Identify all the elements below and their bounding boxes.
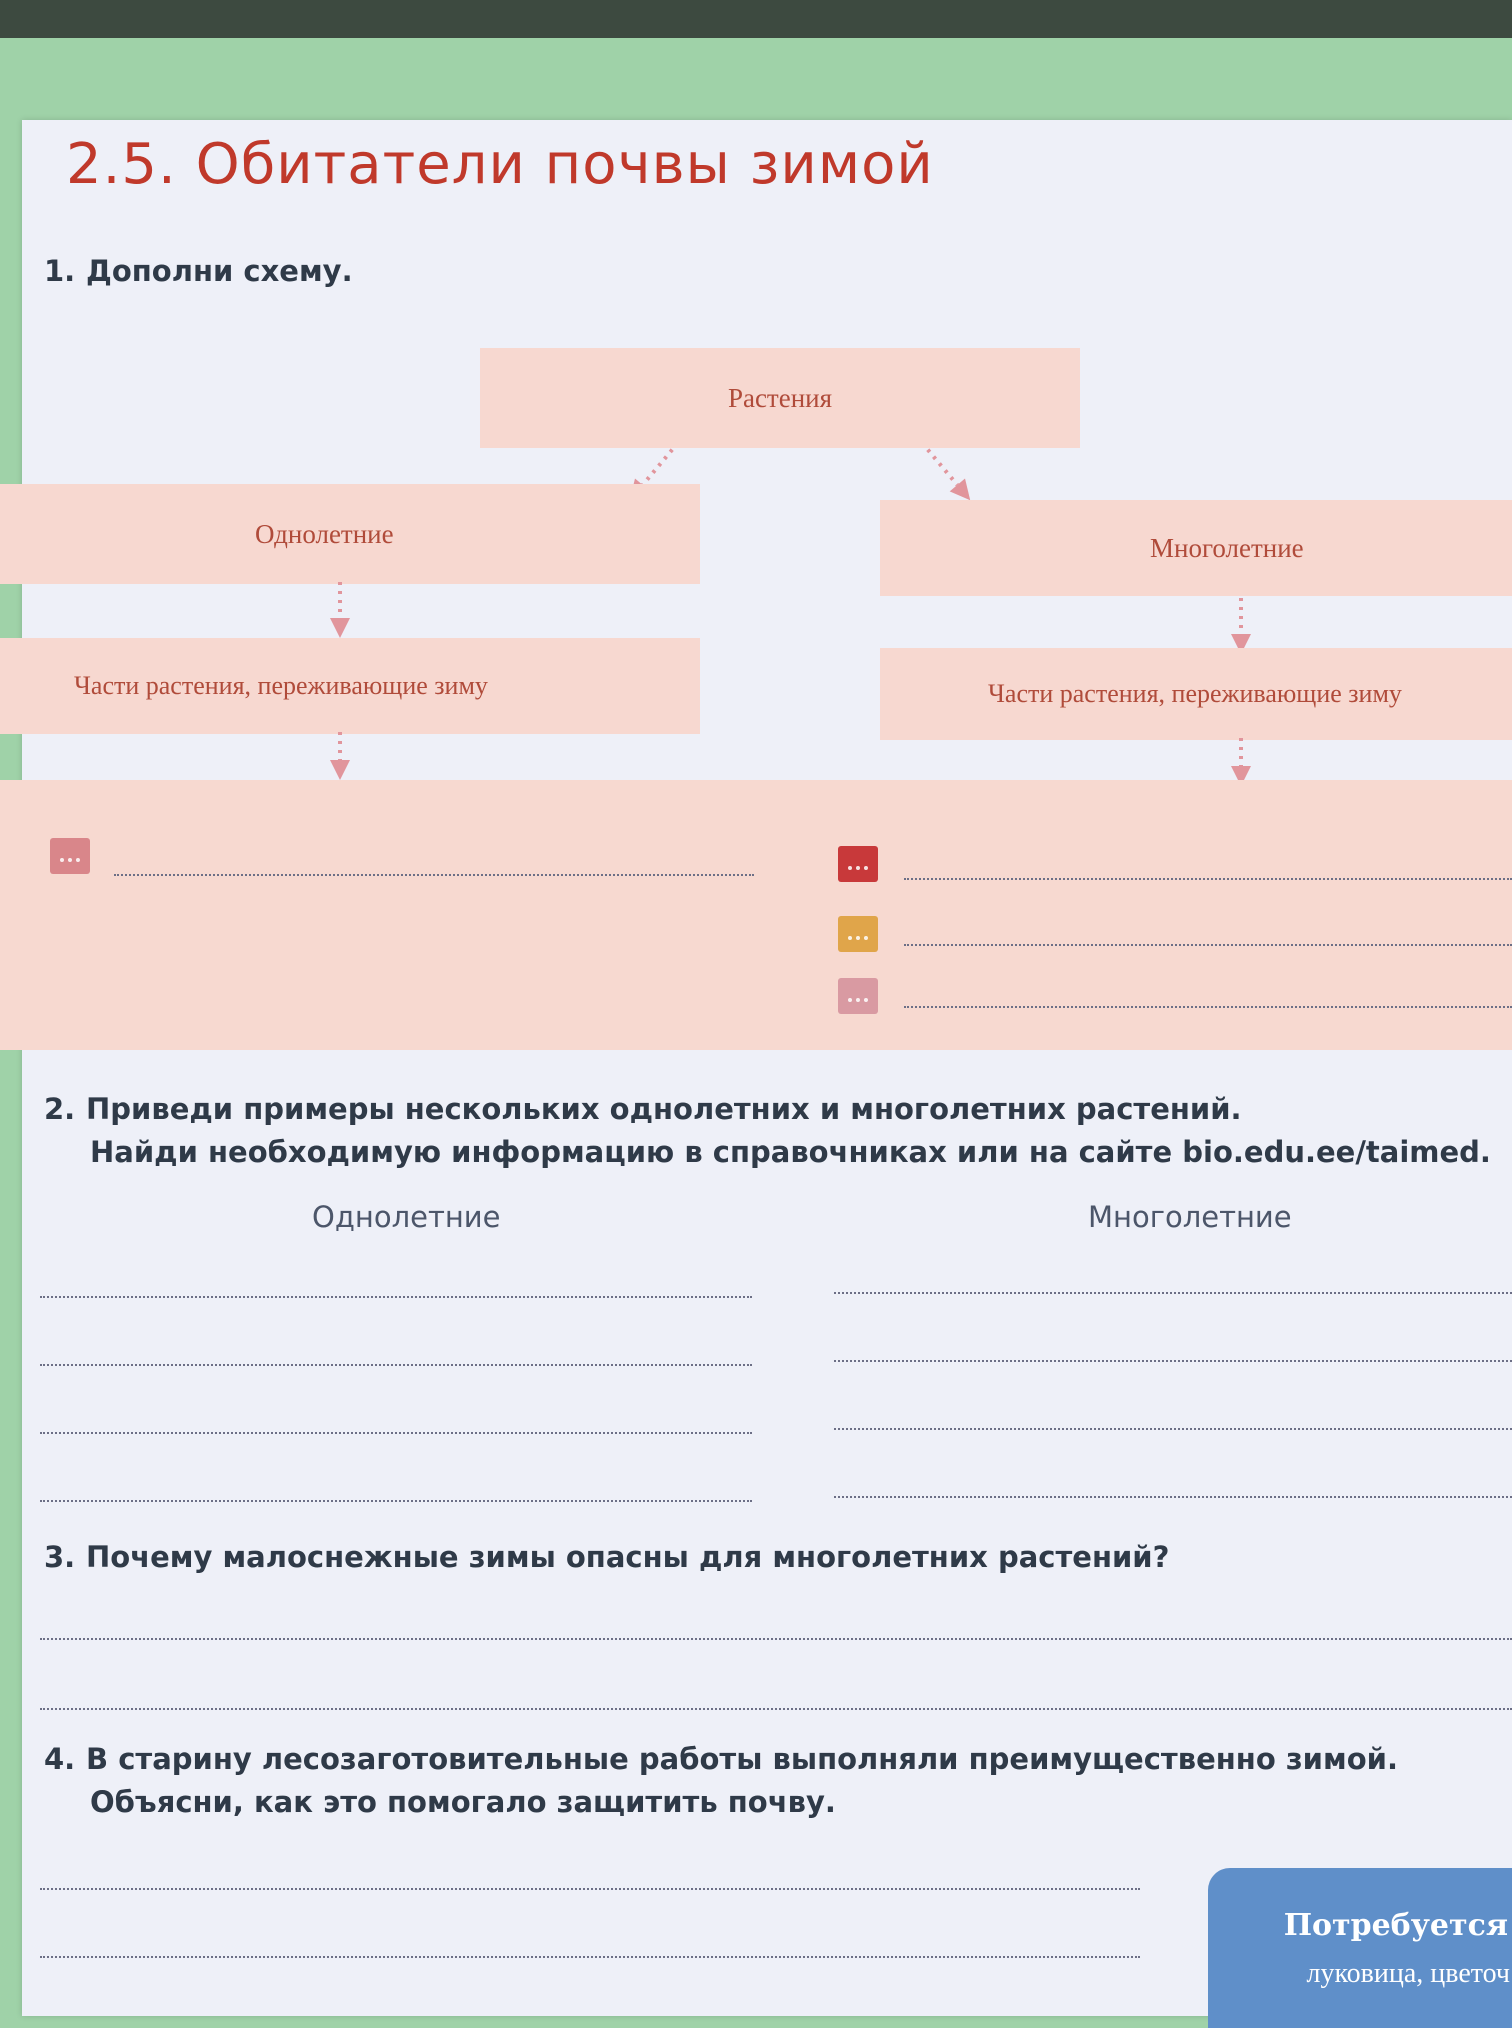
task-4 [44,1738,1398,1824]
annual-box [0,484,700,584]
perennial-parts-box [880,648,1512,740]
annual-example-line-1[interactable] [40,1296,752,1298]
annual-label: Однолетние [255,518,394,549]
annual-example-line-4[interactable] [40,1500,752,1502]
task-2-number: 2. [44,1092,76,1126]
page-title: 2.5. Обитатели почвы зимой [66,132,934,197]
materials-text: луковица, цветоч [1306,1958,1510,1989]
task-3-text: Почему малоснежные зимы опасны для многолетних растений? [86,1540,1170,1574]
answer-area [0,780,1512,1050]
perennial-answer-line-1[interactable] [904,878,1512,880]
marker-perennial-3-icon [838,978,878,1014]
scheme-root-box [480,348,1080,448]
task-4-answer-line-2[interactable] [40,1956,1140,1958]
task-1-number: 1. [44,254,76,288]
annual-parts-label: Части растения, переживающие зиму [74,671,488,700]
scheme-root-label: Растения [727,382,833,413]
task-4-answer-line-1[interactable] [40,1888,1140,1890]
task-1-text: Дополни схему. [86,254,353,288]
perennial-example-line-3[interactable] [834,1428,1512,1430]
task-2-line-1: Приведи примеры нескольких однолетних и многолетних растений. [86,1092,1242,1126]
top-background-strip [0,0,1512,38]
perennial-example-line-2[interactable] [834,1360,1512,1362]
task-3 [44,1536,1169,1579]
perennial-example-line-1[interactable] [834,1292,1512,1294]
annual-answer-line[interactable] [114,874,754,876]
perennial-answer-line-3[interactable] [904,1006,1512,1008]
task-2 [44,1088,1491,1174]
perennial-parts-label: Части растения, переживающие зиму [988,679,1402,708]
perennial-answer-line-2[interactable] [904,944,1512,946]
task-1 [44,250,353,293]
annual-example-line-3[interactable] [40,1432,752,1434]
marker-annual-icon [50,838,90,874]
marker-perennial-2-icon [838,916,878,952]
task-3-answer-line-1[interactable] [40,1638,1512,1640]
perennial-example-line-4[interactable] [834,1496,1512,1498]
task-3-number: 3. [44,1540,76,1574]
perennial-label: Многолетние [1150,532,1304,563]
task-3-answer-line-2[interactable] [40,1708,1512,1710]
annual-example-line-2[interactable] [40,1364,752,1366]
column-annual-heading: Однолетние [312,1200,501,1234]
marker-perennial-1-icon [838,846,878,882]
column-perennial-heading: Многолетние [1088,1200,1292,1234]
task-2-line-2: Найди необходимую информацию в справочниках или на сайте bio.edu.ee/taimed. [90,1135,1491,1169]
annual-parts-box [0,638,700,734]
perennial-box [880,500,1512,596]
task-4-number: 4. [44,1742,76,1776]
materials-sidebar-card [1208,1868,1512,2028]
materials-heading: Потребуется [1283,1908,1508,1943]
task-4-line-1: В старину лесозаготовительные работы выполняли преимущественно зимой. [86,1742,1398,1776]
task-4-line-2: Объясни, как это помогало защитить почву. [90,1785,836,1819]
